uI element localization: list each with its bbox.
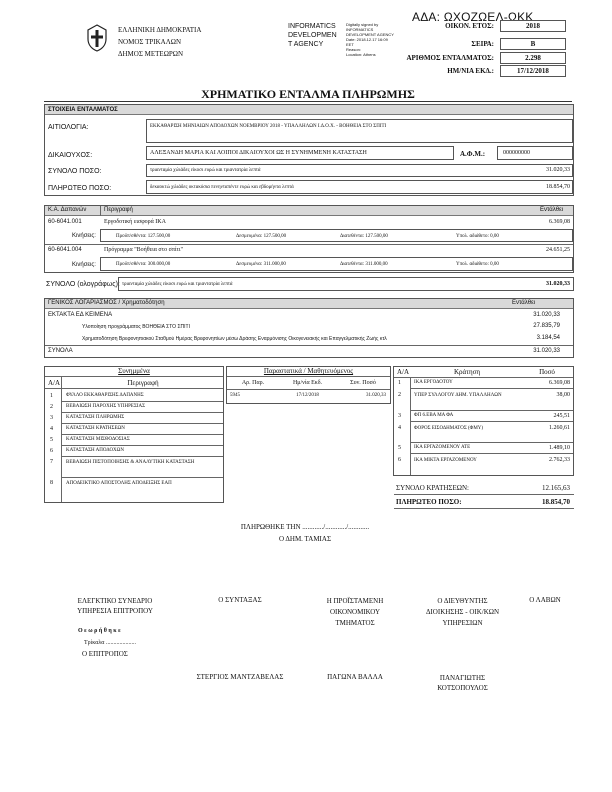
ada-label: ΑΔΑ: ΩΧΟΖΩΕΛ-ΩΚΚ — [412, 10, 534, 24]
attachment-text: ΒΕΒΑΙΩΣΗ ΠΙΣΤΟΠΟΙΗΣΗΣ & ΑΝΑΛΥΤΙΚΗ ΚΑΤΑΣΤΑΣΗ — [66, 460, 195, 465]
agency-line: INFORMATICS — [288, 23, 336, 30]
org-block — [118, 24, 201, 60]
deductions-col-amount: Ποσό — [539, 368, 555, 376]
deduction-text: ΙΚΑ ΜΙΚΤΑ ΕΡΓΑΖΟΜΕΝΟΥ — [414, 458, 477, 463]
header-field-label: ΣΕΙΡΑ: — [471, 40, 494, 48]
deductions-payable-value: 18.854,70 — [542, 498, 570, 506]
sig-note-line: Date: 2018.12.17 16:09 — [346, 37, 388, 42]
agency-block — [288, 22, 337, 49]
signature-title: ΥΠΗΡΕΣΙΑ ΕΠΙΤΡΟΠΟΥ — [77, 607, 153, 615]
signature-title: Ο ΛΑΒΩΝ — [529, 596, 561, 604]
header-field-value: 17/12/2018 — [500, 65, 566, 77]
deductions-col-text: Κράτηση — [453, 368, 481, 376]
attachment-no: 5 — [50, 437, 53, 443]
org-line: ΕΛΛΗΝΙΚΗ ΔΗΜΟΚΡΑΤΙΑ — [118, 26, 202, 34]
deduction-no: 3 — [398, 413, 401, 419]
deduction-no: 6 — [398, 457, 401, 463]
gl-row-value: 27.835,79 — [533, 323, 560, 329]
signature-title: Ο ΣΥΝΤΑΞΑΣ — [218, 596, 262, 604]
deduction-text: ΦΟΡΟΣ ΕΙΣΟΔΗΜΑΤΟΣ (ΦΜΥ) — [414, 426, 484, 431]
gl-total-divider — [45, 345, 573, 346]
attachments-col-divider — [61, 377, 62, 502]
deductions-total-label: ΣΥΝΟΛΟ ΚΡΑΤΗΣΕΩΝ: — [396, 484, 469, 492]
documents-header-divider — [227, 389, 390, 390]
budget-code: 60-6041.001 — [48, 219, 82, 225]
payable-words: δεκαοκτώ χιλιάδες οκτακόσια πενηνταπέντε ευρώ και εβδομήντα λεπτά — [150, 185, 294, 190]
attachment-row-divider — [62, 456, 223, 457]
documents-col-date: Ημ/νία Εκδ. — [292, 380, 323, 386]
attachment-no: 1 — [50, 393, 53, 399]
signature-name: ΠΑΝΑΓΙΩΤΗΣ ΚΟΤΣΟΠΟΥΛΟΣ — [437, 674, 488, 692]
aitiologia-value: ΕΚΚΑΘΑΡΙΣΗ ΜΗΝΙΑΙΩΝ ΑΠΟΔΟΧΩΝ ΝΟΕΜΒΡΙΟΥ 2018 - ΥΠΑΛΛΗΛΩΝ Ι.Δ.Ο.Χ. - ΒΟΗΘΕΙΑ ΣΤΟ ΣΠΙΤΙ — [150, 124, 387, 129]
sig-note-line: INFORMATICS — [346, 27, 374, 32]
attachment-row-divider — [62, 401, 223, 402]
deductions-payable-underline — [394, 508, 574, 509]
deduction-row-divider — [411, 453, 573, 454]
greek-emblem — [86, 24, 108, 52]
attachment-no: 4 — [50, 426, 53, 432]
dikaiouxos-label: ΔΙΚΑΙΟΥΧΟΣ: — [48, 152, 93, 159]
deduction-text: ΙΚΑ ΕΡΓΑΖΟΜΕΝΟΥ ΑΤΕ — [414, 445, 471, 450]
deductions-total-underline — [394, 494, 574, 495]
budget-total-label: ΣΥΝΟΛΟ (ολογράφως): — [46, 281, 120, 288]
document-amount: 31.020,33 — [366, 393, 386, 398]
dikaiouxos-value: ΑΛΕΞΑΝΔΗ ΜΑΡΙΑ ΚΑΙ ΛΟΙΠΟΙ ΔΙΚΑΙΟΥΧΟΙ ΩΣ Η ΣΥΝΗΜΜΕΝΗ ΚΑΤΑΣΤΑΣΗ — [150, 150, 367, 156]
document-num: 5945 — [230, 393, 240, 398]
documents-title-divider — [227, 376, 390, 377]
budget-sub: Δεσμευμένα: 127.500,00 — [236, 234, 287, 239]
signature-block-director — [405, 596, 520, 629]
deduction-no: 1 — [398, 380, 401, 386]
signature-title: Η ΠΡΟΪΣΤΑΜΕΝΗ — [326, 597, 384, 605]
attachment-text: ΚΑΤΑΣΤΑΣΗ ΑΠΟΔΟΧΩΝ — [66, 448, 124, 453]
budget-sub: Προϋπ/σθέντα: 300.000,00 — [116, 262, 171, 267]
gl-col-desc: ΓΕΝΙΚΟΣ ΛΟΓΑΡΙΑΣΜΟΣ / Χρηματοδότηση — [48, 300, 165, 306]
signature-title: ΟΙΚΟΝΟΜΙΚΟΥ — [329, 608, 380, 616]
deduction-amount: 245,51 — [553, 413, 570, 419]
gl-total-value: 31.020,33 — [533, 348, 560, 354]
attachments-col-no: Α/Α — [48, 379, 61, 387]
deductions-header-divider — [394, 377, 573, 378]
page-title: ΧΡΗΜΑΤΙΚΟ ΕΝΤΑΛΜΑ ΠΛΗΡΩΜΗΣ — [201, 87, 415, 101]
sig-note-line: Location: Athens — [346, 52, 376, 57]
budget-total-words: τριανταμία χιλιάδες είκοσι ευρώ και τριαντατρία λεπτά — [122, 282, 233, 287]
deduction-no: 2 — [398, 392, 401, 398]
attachments-col-desc: Περιγραφή — [127, 379, 159, 387]
attachment-text: ΚΑΤΑΣΤΑΣΗ ΜΙΣΘΟΔΟΣΙΑΣ — [66, 437, 130, 442]
attachment-no: 2 — [50, 404, 53, 410]
attachment-text: ΚΑΤΑΣΤΑΣΗ ΠΛΗΡΩΜΗΣ — [66, 415, 125, 420]
attachment-text: ΑΠΟΔΕΙΚΤΙΚΟ ΑΠΟΣΤΟΛΗΣ ΑΠΟΔΕΙΞΗΣ ΕΑΠ — [66, 481, 172, 486]
deduction-amount: 2.762,33 — [549, 457, 570, 463]
deduction-text: ΥΠΕΡ ΣΥΛΛΟΓΟΥ ΔΗΜ. ΥΠΑΛΛΗΛΩΝ — [414, 393, 502, 398]
sig-note-line: EET — [346, 42, 354, 47]
attachment-no: 3 — [50, 415, 53, 421]
deduction-text: ΙΚΑ ΕΡΓΟΔΟΤΟΥ — [414, 380, 453, 385]
gl-col-amount: Εντάλθει — [512, 300, 536, 306]
title-underline — [44, 101, 572, 102]
signature-title: ΤΜΗΜΑΤΟΣ — [335, 619, 375, 627]
cashier-label: Ο ΔΗΜ. ΤΑΜΙΑΣ — [278, 535, 332, 543]
payable-label: ΠΛΗΡΩΤΕΟ ΠΟΣΟ: — [48, 185, 112, 192]
budget-sub: Διατεθέντα: 311.000,00 — [340, 262, 388, 267]
attachment-no: 6 — [50, 448, 53, 454]
deduction-amount: 38,00 — [556, 392, 570, 398]
budget-amount: 24.651,25 — [546, 247, 570, 253]
signature-title: ΕΛΕΓΚΤΙΚΟ ΣΥΝΕΔΡΙΟ — [77, 597, 153, 605]
budget-code: 60-6041.004 — [48, 247, 82, 253]
attachments-header-divider — [45, 388, 223, 389]
auditor-title: Ο ΕΠΙΤΡΟΠΟΣ — [82, 650, 128, 658]
sig-note-line: Digitally signed by — [346, 22, 379, 27]
deduction-row-divider — [411, 421, 573, 422]
header-field-value: 2018 — [500, 20, 566, 32]
budget-moves-label: Κινήσεις: — [72, 233, 96, 239]
payment-date-line: ΠΛΗΡΩΘΗΚΕ ΤΗΝ ............/............/............ — [240, 523, 370, 531]
afm-value: 000000000 — [503, 150, 530, 156]
documents-col-amount: Συν. Ποσό — [350, 380, 376, 386]
budget-sub: Διατεθέντα: 127.500,00 — [340, 234, 388, 239]
deductions-payable-label: ΠΛΗΡΩΤΕΟ ΠΟΣΟ: — [396, 498, 462, 506]
header-field-value: 2.298 — [500, 52, 566, 64]
signature-block-recipient — [515, 596, 575, 604]
header-field-label: ΗΜ/ΝΙΑ ΕΚΔ.: — [447, 67, 494, 75]
aitiologia-label: ΑΙΤΙΟΛΟΓΙΑ: — [48, 124, 89, 131]
attachment-row-divider — [62, 412, 223, 413]
sig-note-line: Reason: — [346, 47, 361, 52]
payable-value: 18.854,70 — [546, 184, 570, 190]
agency-line: DEVELOPMEN — [288, 32, 337, 39]
budget-sub: Υπολ. αδιάθετο: 0,00 — [456, 262, 499, 267]
signature-name: ΣΤΕΡΓΙΟΣ ΜΑΝΤΖΑΒΕΛΑΣ — [196, 673, 284, 681]
auditor-place: Τρίκαλα .................... — [84, 640, 136, 646]
signature-title: ΥΠΗΡΕΣΙΩΝ — [442, 619, 483, 627]
attachments-title-divider — [45, 376, 223, 377]
budget-sub: Υπολ. αδιάθετο: 0,00 — [456, 234, 499, 239]
gl-total-text: ΣΥΝΟΛΑ — [48, 348, 73, 354]
budget-col-code: Κ.Α. Δαπανών — [48, 207, 87, 213]
header-field-value: Β — [500, 38, 566, 50]
deduction-row-divider — [411, 442, 573, 443]
signature-title: ΔΙΟΙΚΗΣΗΣ - ΟΙΚ/ΚΩΝ — [425, 608, 500, 616]
gl-row-text: Χρηματοδότηση Βρεφονηπιακού Σταθμού Ημέρας Βρεφονηπίων μέσω Δράσης Εναρμόνισης Οικογενειακής και Επαγγελματικής Ζωής κτλ — [82, 336, 387, 342]
attachment-row-divider — [62, 477, 223, 478]
synolo-words: τριανταμία χιλιάδες είκοσι ευρώ και τριαντατρία λεπτά — [150, 168, 261, 173]
attachment-no: 8 — [50, 480, 53, 486]
deduction-row-divider — [411, 410, 573, 411]
digital-signature-note — [346, 22, 394, 57]
budget-desc: Πρόγραμμα "Βοήθεια στο σπίτι" — [104, 247, 183, 253]
budget-moves-label: Κινήσεις: — [72, 262, 96, 268]
budget-col-desc: Περιγραφή — [104, 207, 133, 213]
sig-note-line: DEVELOPMENT AGENCY — [346, 32, 394, 37]
budget-total-value: 31.020,33 — [546, 281, 570, 287]
gl-row-text: Υλοποίηση προγράμματος ΒΟΗΘΕΙΑ ΣΤΟ ΣΠΙΤΙ — [82, 324, 190, 330]
attachments-title: Συνημμένα — [118, 367, 150, 375]
document-date: 17/12/2018 — [296, 393, 319, 398]
attachment-row-divider — [62, 445, 223, 446]
documents-col-num: Αρ. Παρ. — [241, 380, 265, 386]
attachment-text: ΦΥΛΛΟ ΕΚΚΑΘΑΡΙΣΗΣ ΔΑΠΑΝΗΣ — [66, 393, 144, 398]
budget-moves-box — [100, 229, 573, 242]
org-line: ΔΗΜΟΣ ΜΕΤΕΩΡΩΝ — [118, 50, 184, 58]
details-section-title: ΣΤΟΙΧΕΙΑ ΕΝΤΑΛΜΑΤΟΣ — [45, 105, 573, 115]
aitiologia-box — [146, 119, 573, 143]
documents-title: Παραστατικά / Μαθητευόμενος — [263, 367, 354, 375]
synolo-value: 31.020,33 — [546, 167, 570, 173]
header-field-label: ΟΙΚΟΝ. ΕΤΟΣ: — [445, 22, 494, 30]
signature-block-composer — [185, 596, 295, 604]
attachment-text: ΒΕΒΑΙΩΣΗ ΠΑΡΟΧΗΣ ΥΠΗΡΕΣΙΑΣ — [66, 404, 146, 409]
attachment-row-divider — [62, 423, 223, 424]
gl-row-text: ΕΚΤΑΚΤΑ ΕΔ ΚΕΙΜΕΝΑ — [48, 312, 113, 318]
signature-name: ΠΑΓΩΝΑ ΒΑΛΛΑ — [327, 673, 383, 681]
deductions-total-value: 12.165,63 — [542, 484, 570, 492]
budget-row-divider — [45, 244, 573, 245]
gl-row-value: 31.020,33 — [533, 312, 560, 318]
deduction-no: 4 — [398, 425, 401, 431]
deduction-text: ΦΠ 6.ΕΒΑ ΜΑ ΦΑ — [414, 413, 454, 418]
attachment-text: ΚΑΤΑΣΤΑΣΗ ΚΡΑΤΗΣΕΩΝ — [66, 426, 125, 431]
budget-amount: 6.369,08 — [549, 219, 570, 225]
budget-desc: Εργοδοτική εισφορά ΙΚΑ — [104, 219, 166, 225]
org-line: ΝΟΜΟΣ ΤΡΙΚΑΛΩΝ — [118, 38, 182, 46]
signature-block-head-finance — [300, 596, 410, 629]
deduction-amount: 1.260,61 — [549, 425, 570, 431]
budget-moves-box — [100, 257, 573, 271]
signature-title: Ο ΔΙΕΥΘΥΝΤΗΣ — [437, 597, 488, 605]
signature-block-auditor — [60, 596, 170, 616]
attachment-no: 7 — [50, 459, 53, 465]
auditor-checked: Ο ε ω ρ ή θ η κ ε — [78, 628, 121, 634]
agency-line: T AGENCY — [288, 41, 324, 48]
budget-col-divider — [100, 206, 101, 216]
deductions-col-no: Α/Α — [397, 368, 410, 376]
attachment-row-divider — [62, 434, 223, 435]
deduction-no: 5 — [398, 445, 401, 451]
afm-label: Α.Φ.Μ.: — [460, 150, 486, 158]
deduction-amount: 1.489,10 — [549, 445, 570, 451]
header-field-label: ΑΡΙΘΜΟΣ ΕΝΤΑΛΜΑΤΟΣ: — [406, 54, 494, 62]
gl-row-value: 3.184,54 — [536, 335, 560, 341]
deductions-col-divider — [410, 377, 411, 475]
budget-col-amount: Εντάλθει — [540, 207, 564, 213]
synolo-label: ΣΥΝΟΛΟ ΠΟΣΟ: — [48, 168, 102, 175]
budget-sub: Δεσμευμένα: 311.000,00 — [236, 262, 286, 267]
deduction-amount: 6.369,08 — [549, 380, 570, 386]
deduction-row-divider — [411, 388, 573, 389]
budget-sub: Προϋπ/σθέντα: 127.500,00 — [116, 234, 171, 239]
